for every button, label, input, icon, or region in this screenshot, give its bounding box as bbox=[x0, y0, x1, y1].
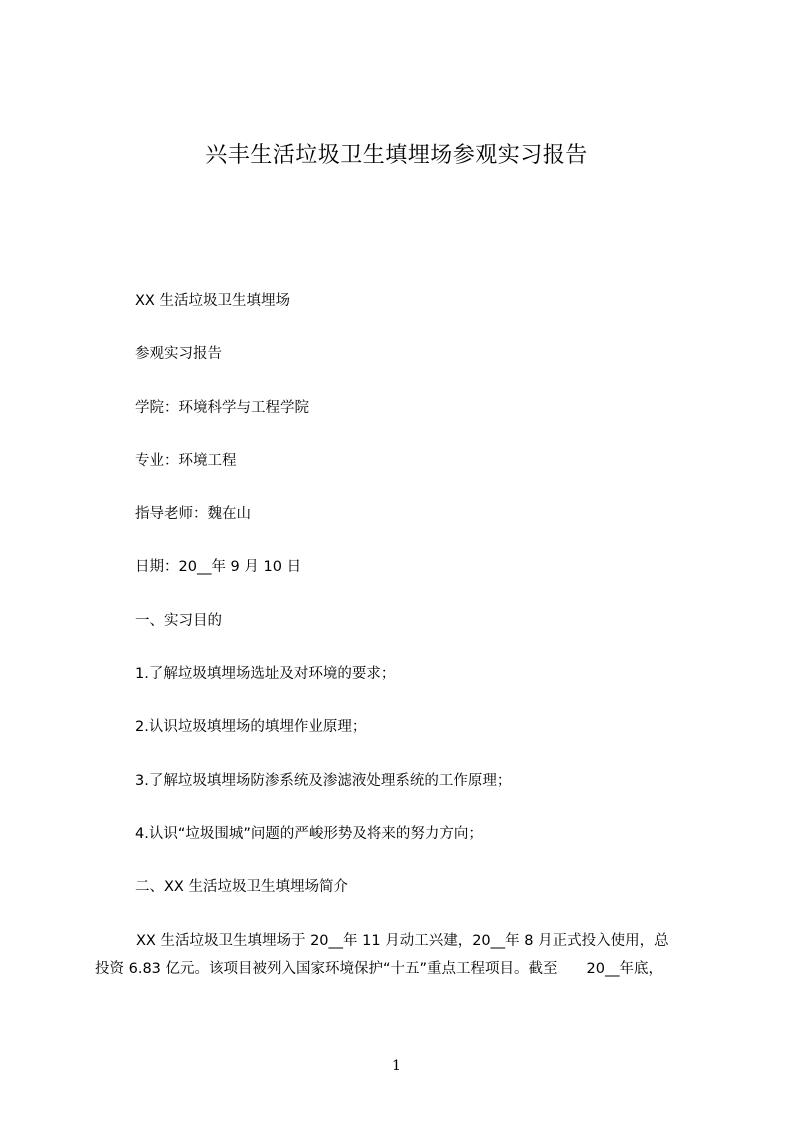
purpose-item-4: 4.认识“垃圾围城”问题的严峻形势及将来的努力方向； bbox=[135, 826, 483, 842]
intro-paragraph-line-2: 投资 6.83 亿元。该项目被列入国家环境保护“十五”重点工程项目。截至 20__年底， bbox=[95, 961, 663, 977]
header-line-advisor: 指导老师：魏在山 bbox=[135, 506, 251, 522]
section-heading-introduction: 二、XX 生活垃圾卫生填埋场简介 bbox=[135, 879, 348, 895]
purpose-item-3: 3.了解垃圾填埋场防渗系统及渗滤液处理系统的工作原理； bbox=[135, 773, 512, 789]
header-line-landfill-name: XX 生活垃圾卫生填埋场 bbox=[135, 293, 290, 309]
header-line-college: 学院：环境科学与工程学院 bbox=[135, 400, 309, 416]
header-line-report-type: 参观实习报告 bbox=[135, 346, 222, 362]
intro-paragraph-line-1: XX 生活垃圾卫生填埋场于 20__年 11 月动工兴建，20__年 8 月正式投入使用，总 bbox=[136, 933, 669, 949]
page-number: 1 bbox=[392, 1058, 401, 1074]
purpose-item-2: 2.认识垃圾填埋场的填埋作业原理； bbox=[135, 719, 367, 735]
document-title: 兴丰生活垃圾卫生填埋场参观实习报告 bbox=[205, 143, 588, 168]
section-heading-purpose: 一、实习目的 bbox=[135, 613, 222, 629]
header-line-major: 专业：环境工程 bbox=[135, 453, 237, 469]
header-line-date: 日期：20__年 9 月 10 日 bbox=[135, 559, 302, 575]
purpose-item-1: 1.了解垃圾填埋场选址及对环境的要求； bbox=[135, 666, 396, 682]
